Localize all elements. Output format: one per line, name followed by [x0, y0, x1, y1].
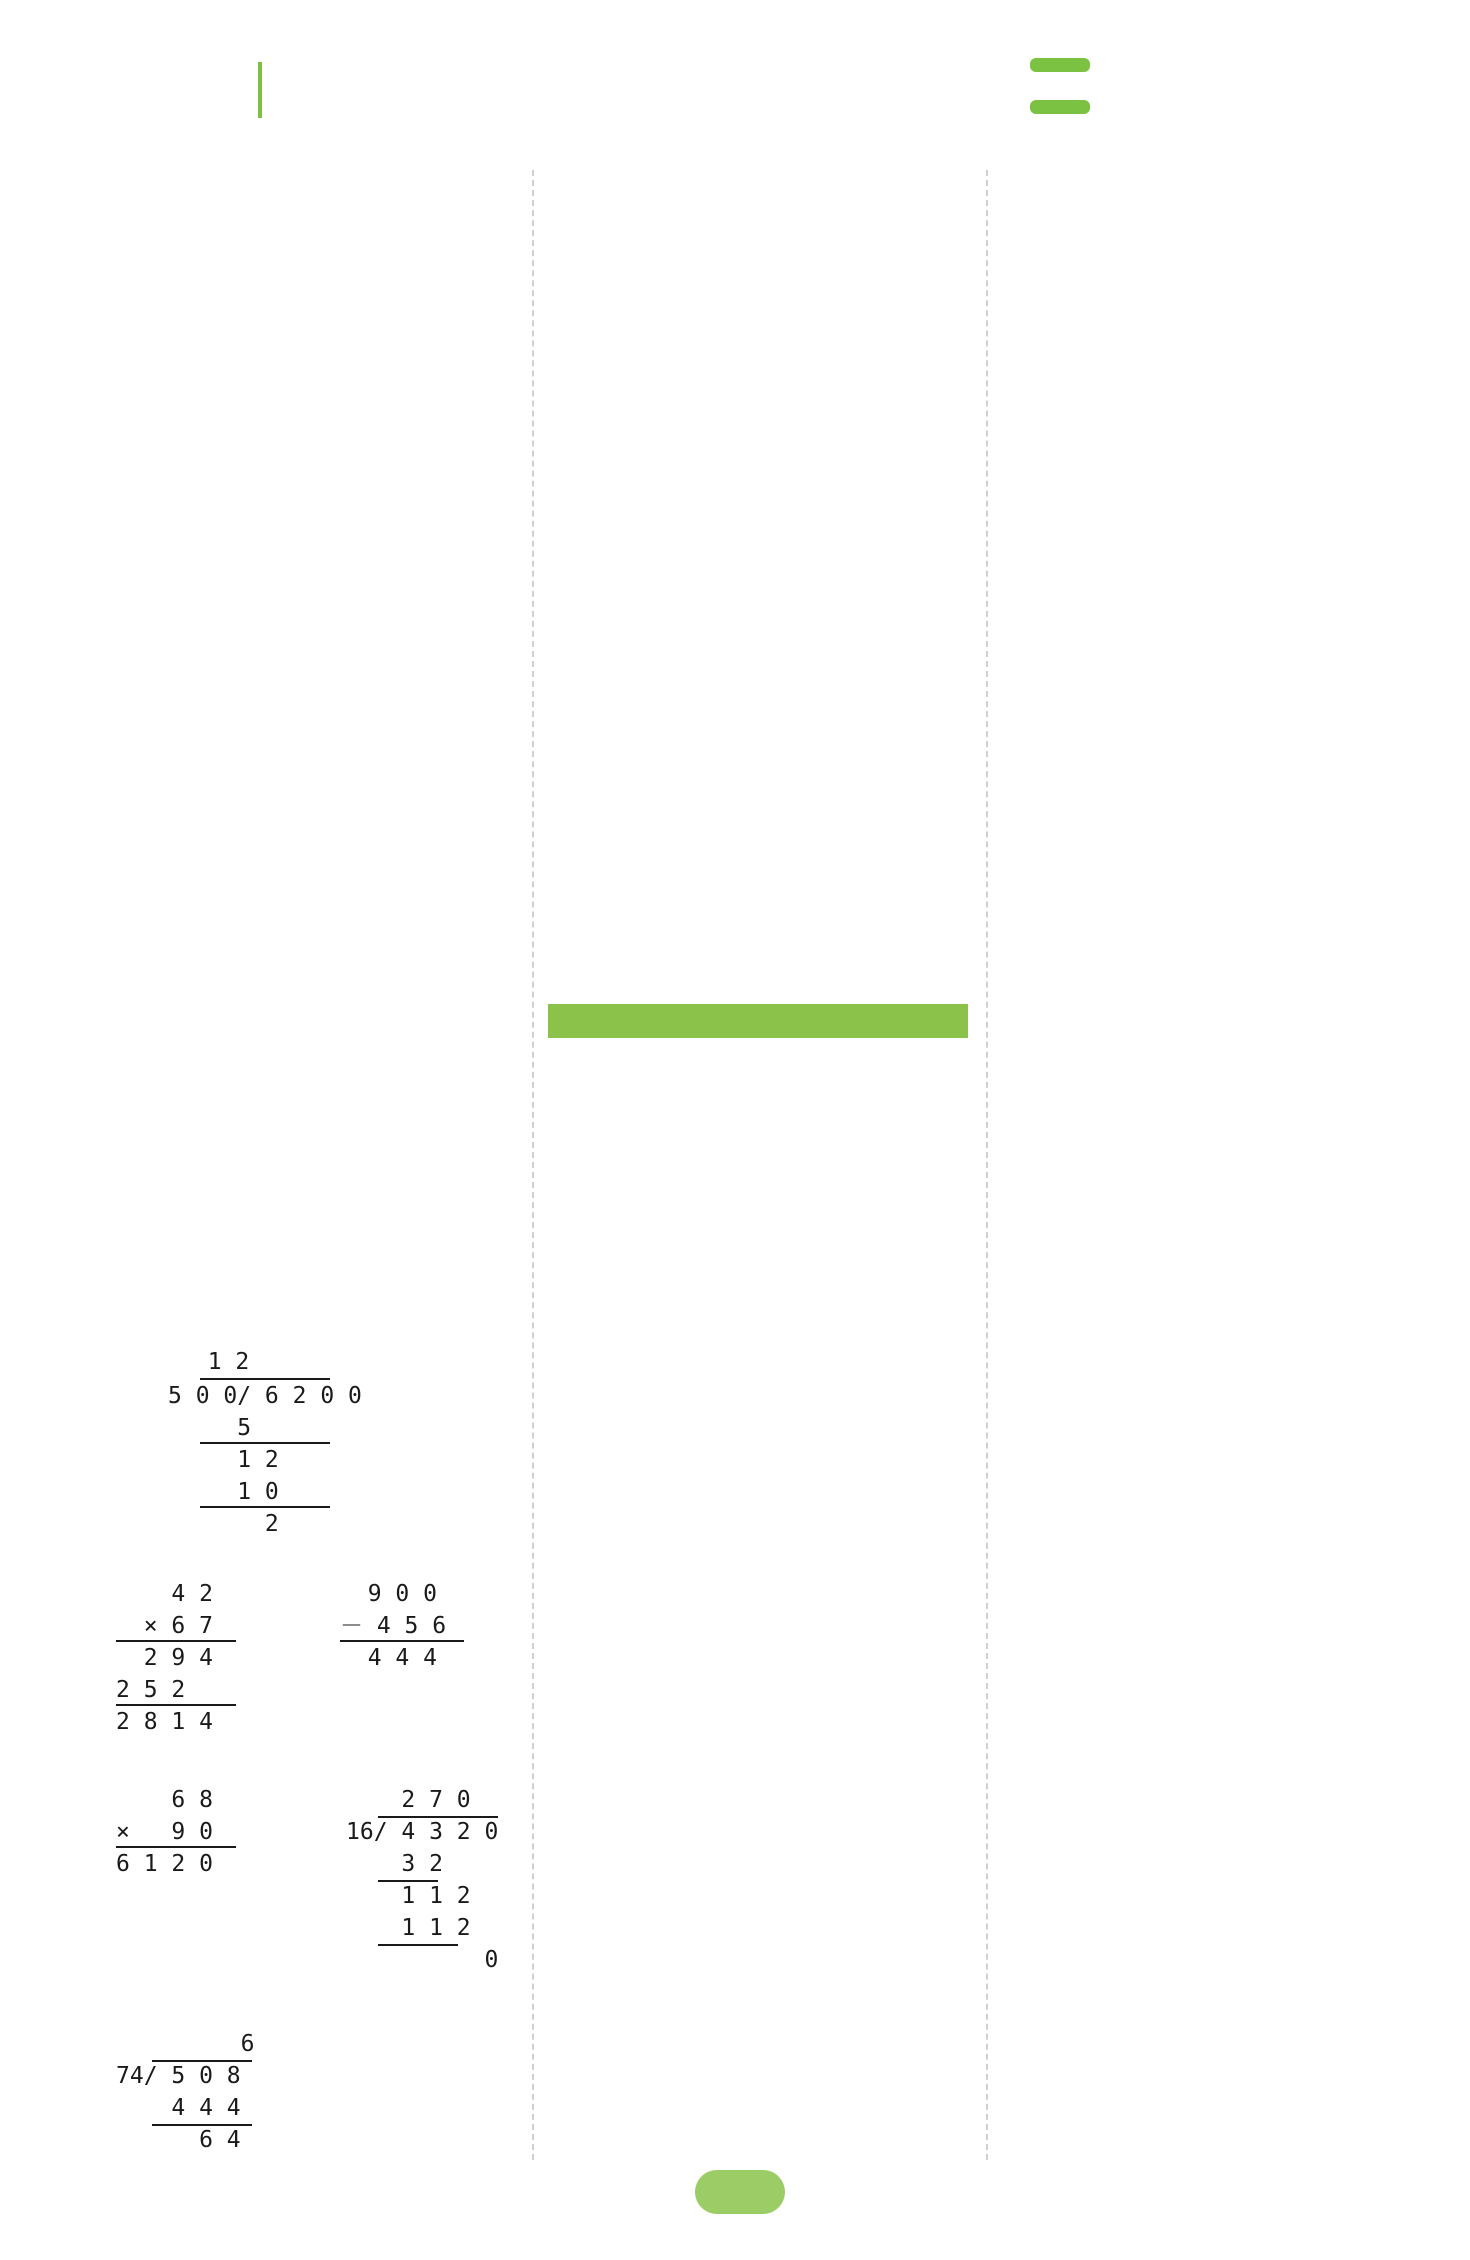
div2-bar	[378, 1816, 498, 1818]
long-division-1-body: 5 0 0/ 6 2 0 0 5 1 2 1 0 2	[168, 1383, 362, 1537]
mult2-rule	[116, 1846, 236, 1848]
div3-bar	[152, 2060, 252, 2062]
deco-bar-top	[1030, 58, 1090, 72]
mult-rule-2	[116, 1704, 236, 1706]
div2-rule-1	[378, 1880, 438, 1882]
header-divider	[258, 62, 262, 118]
deco-bar-bottom	[1030, 100, 1090, 114]
long-division-1: 1 2	[207, 1349, 250, 1375]
sub-rule	[340, 1640, 464, 1642]
division-rule-2	[200, 1506, 330, 1508]
section-p10	[1008, 416, 1040, 446]
week-2-banner	[548, 1004, 968, 1038]
section-p8	[548, 1048, 580, 1078]
division-4320-16: 2 7 0 16/ 4 3 2 0 3 2 1 1 2 1 1 2 0	[346, 1787, 499, 1973]
page-number	[695, 2170, 785, 2214]
multiplication-42x67: 4 2 × 6 7 2 9 4 2 5 2 2 8 1 4	[116, 1581, 213, 1735]
multiplication-90x68: 6 8 × 9 0 6 1 2 0	[116, 1787, 213, 1877]
column-divider-1	[532, 170, 534, 2160]
div2-rule-2	[378, 1944, 458, 1946]
column-divider-2	[986, 170, 988, 2160]
div3-rule	[152, 2124, 252, 2126]
page-header	[0, 0, 1470, 140]
division-rule-1	[200, 1442, 330, 1444]
division-508-74: 6 74/ 5 0 8 4 4 4 6 4	[116, 2031, 255, 2153]
section-p6-7	[88, 606, 120, 636]
mult-rule-1	[116, 1640, 236, 1642]
subtraction-900-456: 9 0 0 － 4 5 6 4 4 4	[340, 1581, 447, 1671]
section-p11	[1008, 1096, 1040, 1126]
section-p12	[1008, 1776, 1040, 1806]
section-p9	[548, 1726, 580, 1756]
